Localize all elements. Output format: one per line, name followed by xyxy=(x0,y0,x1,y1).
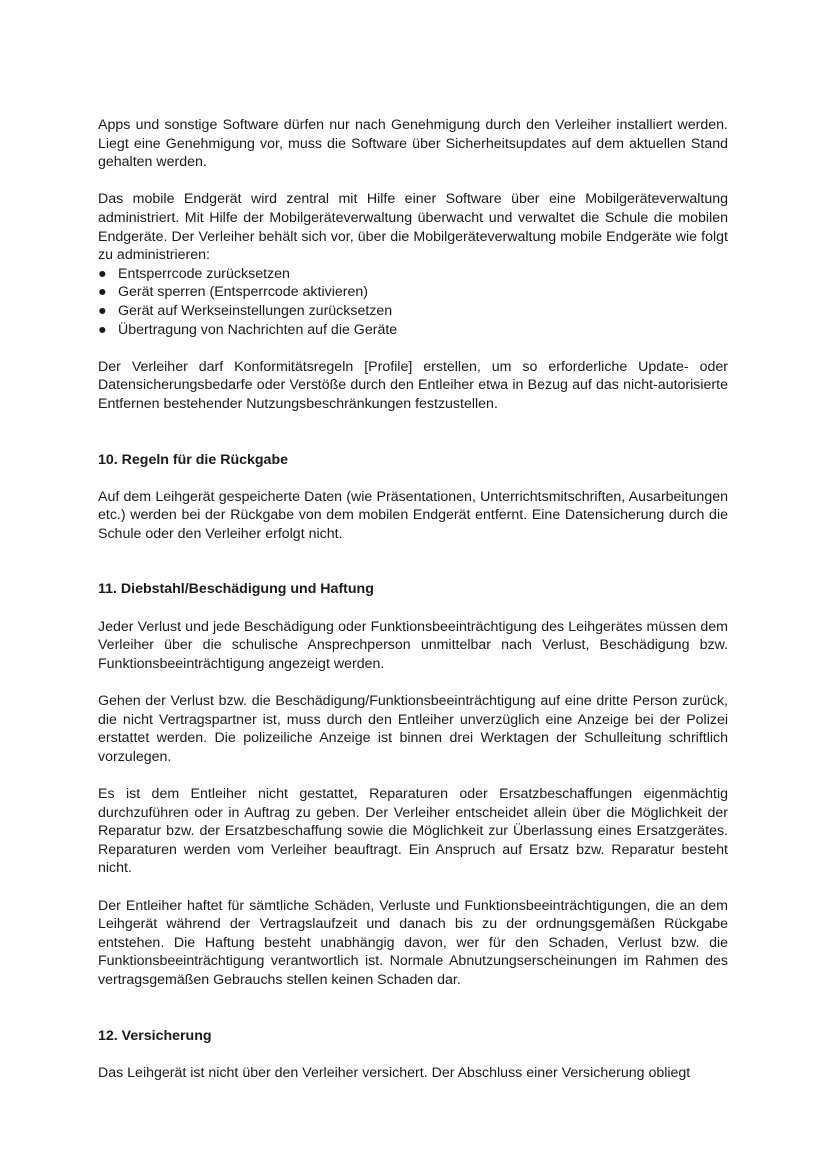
spacer xyxy=(98,414,728,451)
paragraph-liability: Der Entleiher haftet für sämtliche Schäden, Verluste und Funktionsbeeinträchtigungen, die an dem Leihgerät während der Vertragslaufzeit und danach bis zu der ordnungsgemäßen Rückgabe entstehen. Die Haftung besteht unabhängig davon, wer für den Schaden, Verlust bzw. die Funktionsbeeinträchtigung verantwortlich ist. Normale Abnutzungserscheinungen im Rahmen des vertragsgemäßen Gebrauchs stellen keinen Schaden dar. xyxy=(98,897,728,988)
paragraph-insurance: Das Leihgerät ist nicht über den Verleiher versichert. Der Abschluss einer Versicherung obliegt xyxy=(98,1064,691,1081)
list-item xyxy=(98,265,728,284)
list-item xyxy=(98,283,728,302)
spacer xyxy=(98,1045,728,1064)
list-item xyxy=(98,321,728,340)
section-heading-return: 10. Regeln für die Rückgabe xyxy=(98,451,289,468)
bullet-icon: ● xyxy=(98,321,107,338)
paragraph-police-report: Gehen der Verlust bzw. die Beschädigung/Funktionsbeeinträchtigung auf eine dritte Person zurück, die nicht Vertragspartner ist, muss durch den Entleiher unverzüglich eine Anzeige bei der Polizei erstattet werden. Die polizeiliche Anzeige ist binnen drei Werktagen der Schulleitung schriftlich vorzulegen. xyxy=(98,693,728,765)
bullet-icon: ● xyxy=(98,265,107,282)
spacer xyxy=(98,673,728,692)
section-heading-insurance: 12. Versicherung xyxy=(98,1027,212,1044)
spacer xyxy=(98,339,728,358)
spacer xyxy=(98,172,728,191)
list-item xyxy=(98,302,728,321)
spacer xyxy=(98,543,728,580)
list-item-text: Übertragung von Nachrichten auf die Geräte xyxy=(118,321,398,338)
paragraph-device-management: Das mobile Endgerät wird zentral mit Hilfe einer Software über eine Mobilgeräteverwaltung administriert. Mit Hilfe der Mobilgeräteverwaltung überwacht und verwaltet die Schule die mobilen Endgeräte. Der Verleiher behält sich vor, über die Mobilgeräteverwaltung mobile Endgeräte wie folgt zu administrieren: xyxy=(98,191,728,264)
list-item-text: Gerät sperren (Entsperrcode aktivieren) xyxy=(118,284,368,301)
spacer xyxy=(98,766,728,785)
paragraph-loss-report: Jeder Verlust und jede Beschädigung oder Funktionsbeeinträchtigung des Leihgerätes müssen dem Verleiher über die schulische Ansprechperson unmittelbar nach Verlust, Beschädigung bzw. Funktionsbeeinträchtigung angezeigt werden. xyxy=(98,618,728,672)
paragraph-return-data: Auf dem Leihgerät gespeicherte Daten (wie Präsentationen, Unterrichtsmitschriften, Ausarbeitungen etc.) werden bei der Rückgabe von dem mobilen Endgerät entfernt. Eine Datensicherung durch die Schule oder den Verleiher erfolgt nicht. xyxy=(98,488,728,542)
paragraph-repairs: Es ist dem Entleiher nicht gestattet, Reparaturen oder Ersatzbeschaffungen eigenmächtig durchzuführen oder in Auftrag zu geben. Der Verleiher entscheidet allein über die Möglichkeit der Reparatur bzw. der Ersatzbeschaffung sowie die Möglichkeit zur Überlassung eines Ersatzgerätes. Reparaturen werden vom Verleiher beauftragt. Ein Anspruch auf Ersatz bzw. Reparatur besteht nicht. xyxy=(98,786,728,877)
spacer xyxy=(98,990,728,1027)
bullet-icon: ● xyxy=(98,302,107,319)
bullet-icon: ● xyxy=(98,284,107,301)
spacer xyxy=(98,599,728,618)
document-page xyxy=(98,116,728,1082)
admin-actions-list xyxy=(98,265,728,339)
spacer xyxy=(98,878,728,897)
list-item-text: Entsperrcode zurücksetzen xyxy=(118,265,290,282)
list-item-text: Gerät auf Werkseinstellungen zurücksetzen xyxy=(118,302,393,319)
paragraph-compliance-rules: Der Verleiher darf Konformitätsregeln [Profile] erstellen, um so erforderliche Update- oder Datensicherungsbedarfe oder Verstöße durch den Entleiher etwa in Bezug auf das nicht-autorisierte Entfernen bestehender Nutzungsbeschränkungen festzustellen. xyxy=(98,358,728,412)
section-heading-theft-damage: 11. Diebstahl/Beschädigung und Haftung xyxy=(98,581,374,598)
paragraph-software-approval: Apps und sonstige Software dürfen nur nach Genehmigung durch den Verleiher installiert werden. Liegt eine Genehmigung vor, muss die Software über Sicherheitsupdates auf dem aktuellen Stand gehalten werden. xyxy=(98,117,728,171)
spacer xyxy=(98,469,728,488)
